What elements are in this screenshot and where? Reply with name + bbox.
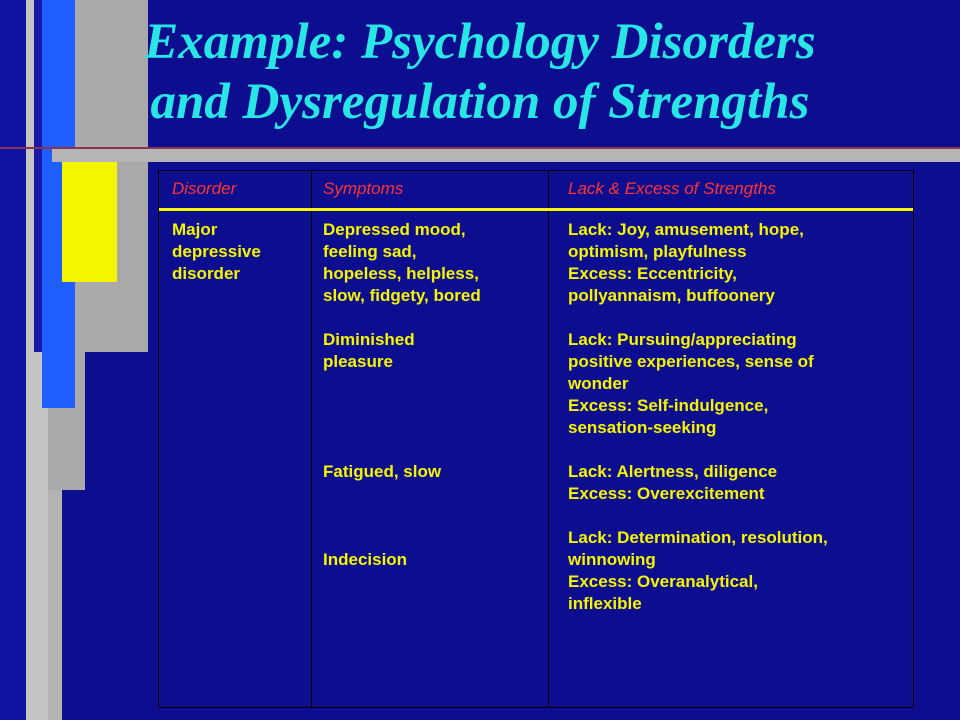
symptom-line: pleasure (323, 352, 393, 371)
decor-horizontal-gray-bar (52, 149, 960, 162)
strength-line: Lack: Joy, amusement, hope, (568, 220, 804, 239)
disorder-line: Major (172, 220, 218, 239)
disorder-line: depressive (172, 242, 261, 261)
strength-line: optimism, playfulness (568, 242, 747, 261)
strength-line: Lack: Alertness, diligence (568, 462, 778, 481)
header-symptoms: Symptoms (323, 179, 404, 198)
decor-yellow-block (62, 162, 117, 282)
strength-line: inflexible (568, 594, 642, 613)
strength-line: wonder (568, 374, 629, 393)
symptom-line: hopeless, helpless, (323, 264, 479, 283)
cell-disorder (172, 219, 307, 285)
strength-line (568, 505, 908, 527)
symptom-line (323, 483, 545, 505)
disorder-line: disorder (172, 264, 241, 283)
strength-line: Lack: Pursuing/appreciating (568, 330, 797, 349)
strength-line: Excess: Overexcitement (568, 484, 765, 503)
slide-title-line-2: and Dysregulation of Strengths (150, 74, 810, 130)
symptom-line (323, 417, 545, 439)
symptom-line (323, 527, 545, 549)
strength-line (568, 439, 908, 461)
header-disorder: Disorder (172, 179, 237, 198)
symptom-line (323, 505, 545, 527)
table-header-row (159, 171, 913, 211)
symptom-line: Fatigued, slow (323, 462, 442, 481)
strength-line: sensation-seeking (568, 418, 717, 437)
strength-line: positive experiences, sense of (568, 352, 814, 371)
symptom-line (323, 395, 545, 417)
strength-line: pollyannaism, buffoonery (568, 286, 775, 305)
symptom-line (323, 439, 545, 461)
slide-title-line-1: Example: Psychology Disorders (144, 14, 816, 70)
decor-red-line (0, 147, 960, 149)
cell-strengths (568, 219, 908, 615)
column-divider (548, 171, 549, 707)
symptom-line: feeling sad, (323, 242, 417, 261)
cell-symptoms (323, 219, 545, 571)
symptom-line: slow, fidgety, bored (323, 286, 481, 305)
symptom-line (323, 373, 545, 395)
symptom-line: Indecision (323, 550, 408, 569)
strength-line (568, 307, 908, 329)
strength-line: Lack: Determination, resolution, (568, 528, 828, 547)
symptom-line: Depressed mood, (323, 220, 466, 239)
strength-line: winnowing (568, 550, 656, 569)
slide-title (0, 12, 960, 132)
symptom-line: Diminished (323, 330, 415, 349)
disorder-table (158, 170, 914, 708)
column-divider (311, 171, 312, 707)
strength-line: Excess: Eccentricity, (568, 264, 737, 283)
symptom-line (323, 307, 545, 329)
header-strengths: Lack & Excess of Strengths (568, 179, 776, 198)
strength-line: Excess: Overanalytical, (568, 572, 758, 591)
strength-line: Excess: Self-indulgence, (568, 396, 769, 415)
